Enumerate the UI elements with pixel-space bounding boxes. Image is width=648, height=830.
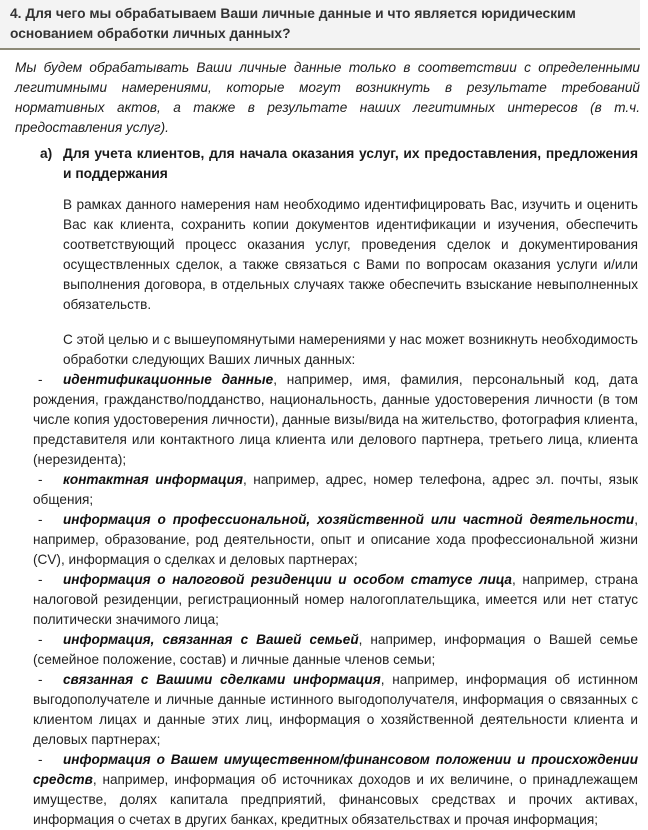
section-header bbox=[0, 0, 640, 50]
dash-bullet-icon: - bbox=[38, 572, 43, 587]
list-item-term: связанная с Вашими сделками информация bbox=[63, 672, 381, 687]
list-item-text: , например, информация об источниках доходов и их величине, о принадлежащем имуществе, долях капитала предприятий, финансовых средствах и прочих активах, информация о счетах в других банках, кредитных обязательствах и прочая информация; bbox=[33, 772, 638, 827]
intro-paragraph: Мы будем обрабатывать Ваши личные данные только в соответствии с определенными легитимными намерениями, которые могут возникнуть в результате требований нормативных актов, а также в результате наших легитимных интересов (в т.ч. предоставления услуг). bbox=[15, 60, 640, 135]
list-item-term: информация, связанная с Вашей семьей bbox=[63, 632, 359, 647]
list-item bbox=[33, 510, 638, 570]
list-item-text: , например, имя, фамилия, персональный код, дата рождения, гражданство/подданство, национальность, данные удостоверения личности (в том числе копия удостоверения личности), данные визы/вида на жительство, фотография клиента, представителя или контактного лица клиента или делового партнера, третьего лица, клиента (нерезидента); bbox=[33, 372, 638, 467]
list-item bbox=[33, 470, 638, 510]
dash-bullet-icon: - bbox=[38, 472, 43, 487]
list-item bbox=[33, 750, 638, 830]
personal-data-list bbox=[33, 370, 638, 830]
dash-bullet-icon: - bbox=[38, 672, 43, 687]
purpose-letter: a) bbox=[40, 146, 53, 161]
dash-bullet-icon: - bbox=[38, 632, 43, 647]
list-item-text: , например, адрес, номер телефона, адрес эл. почты, язык общения; bbox=[33, 472, 638, 507]
purpose-description: В рамках данного намерения нам необходимо идентифицировать Вас, изучить и оценить Вас как клиента, сохранить копии документов идентификации и изучения, обеспечить соответствующий процесс оказания услуг, проведения сделок и документирования осуществленных сделок, а также связаться с Вами по вопросам оказания услуги и/или выполнения договора, в отдельных случаях также обеспечить взыскание невыполненных обязательств. bbox=[63, 197, 638, 312]
dash-bullet-icon: - bbox=[38, 512, 43, 527]
list-item-term: информация о налоговой резиденции и особом статусе лица bbox=[63, 572, 512, 587]
data-list-lead: С этой целью и с вышеупомянутыми намерениями у нас может возникнуть необходимость обработки следующих Ваших личных данных: bbox=[63, 332, 638, 367]
list-item bbox=[33, 630, 638, 670]
list-item-text: , например, информация о Вашей семье (семейное положение, состав) и личные данные членов семьи; bbox=[33, 632, 638, 667]
list-item-term: контактная информация bbox=[63, 472, 243, 487]
list-item-text: , например, образование, род деятельности, опыт и описание хода профессиональной жизни (CV), информация о сделках и деловых партнерах; bbox=[33, 512, 638, 567]
list-item bbox=[33, 370, 638, 470]
dash-bullet-icon: - bbox=[38, 372, 43, 387]
purpose-heading-text: Для учета клиентов, для начала оказания услуг, их предоставления, предложения и поддержания bbox=[63, 146, 638, 181]
list-item-text: , например, информация об истинном выгодополучателе и личные данные истинного выгодополучателя, информация о связанных с клиентом лицах и данные этих лиц, информация о хозяйственной деятельности клиента и деловых партнерах; bbox=[33, 672, 638, 747]
list-item bbox=[33, 670, 638, 750]
purpose-heading bbox=[40, 144, 638, 184]
list-item-text: , например, страна налоговой резиденции, регистрационный номер налогоплательщика, имеется или нет статус политически значимого лица; bbox=[33, 572, 638, 627]
dash-bullet-icon: - bbox=[38, 752, 43, 767]
list-item-term: информация о Вашем имущественном/финансовом положении и происхождении средств bbox=[33, 752, 638, 787]
list-item-term: информация о профессиональной, хозяйственной или частной деятельности bbox=[63, 512, 635, 527]
list-item-term: идентификационные данные bbox=[63, 372, 274, 387]
section-title: 4. Для чего мы обрабатываем Ваши личные данные и что является юридическим основанием обработки личных данных? bbox=[10, 6, 576, 41]
list-item bbox=[33, 570, 638, 630]
